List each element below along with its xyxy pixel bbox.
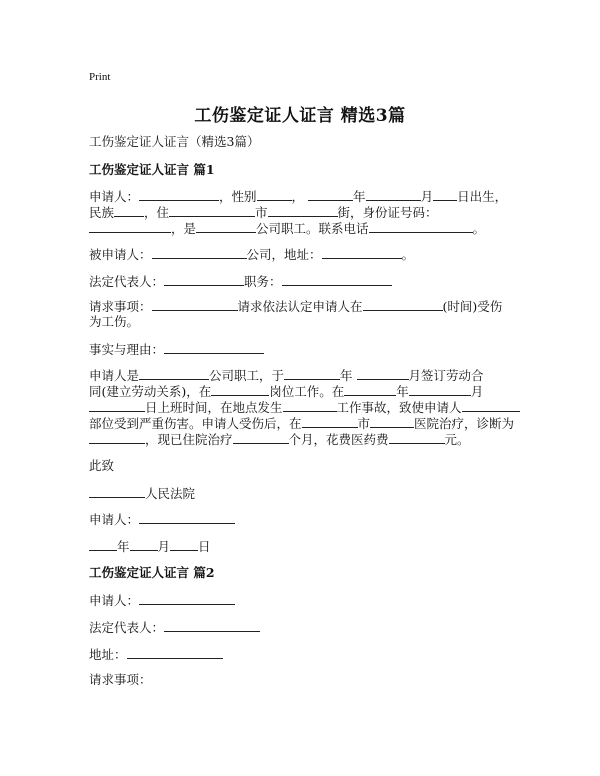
label: (时间)受伤 — [442, 299, 503, 314]
label: 日 — [198, 539, 211, 554]
blank — [357, 367, 409, 380]
label: 请求事项： — [89, 299, 152, 314]
label: 同(建立劳动关系)，在 — [89, 384, 212, 399]
label: 年 — [396, 384, 409, 399]
label: 。 — [401, 247, 415, 262]
blank — [284, 367, 340, 380]
blank — [130, 538, 158, 551]
section2-address-line — [89, 646, 223, 663]
blank — [433, 188, 457, 201]
section2-applicant-line — [89, 592, 235, 609]
blank — [89, 538, 117, 551]
label: 职务： — [244, 274, 282, 289]
facts-paragraph-3 — [89, 399, 520, 416]
blank — [89, 485, 145, 498]
blank — [152, 298, 238, 311]
blank — [164, 273, 244, 286]
applicant-line-2 — [89, 204, 438, 221]
label: 街，身份证号码： — [337, 205, 438, 220]
label: 岗位工作。在 — [269, 384, 345, 399]
blank — [363, 298, 443, 311]
blank — [89, 399, 145, 412]
facts-paragraph-2 — [89, 383, 483, 400]
salutation: 此致 — [89, 458, 115, 473]
label: 年 — [340, 368, 353, 383]
blank — [233, 431, 289, 444]
print-label: Print — [89, 71, 111, 83]
label: 元。 — [444, 432, 470, 447]
label: 日出生， — [457, 189, 508, 204]
blank — [211, 383, 269, 396]
facts-line — [89, 341, 264, 358]
blank — [169, 204, 255, 217]
blank — [139, 188, 219, 201]
label: 医院治疗，诊断为 — [414, 416, 515, 431]
label: 地址： — [89, 647, 127, 662]
label: 法定代表人： — [89, 274, 165, 289]
label: 请求依法认定申请人在 — [237, 299, 363, 314]
label: 。 — [472, 221, 486, 236]
blank — [389, 431, 445, 444]
blank — [164, 341, 264, 354]
label: 人民法院 — [145, 486, 196, 501]
label: 工作事故，致使申请人 — [336, 400, 462, 415]
blank — [283, 399, 337, 412]
document-subtitle: 工伤鉴定证人证言（精选3篇） — [89, 134, 260, 149]
label: 年 — [117, 539, 130, 554]
blank — [152, 246, 247, 259]
facts-paragraph-4 — [89, 415, 514, 432]
label: 月签订劳动合 — [408, 368, 484, 383]
blank — [89, 220, 171, 233]
request-line-2: 为工伤。 — [89, 314, 140, 329]
blank — [308, 188, 353, 201]
label: 市 — [357, 416, 371, 431]
blank — [369, 220, 473, 233]
label: 年 — [353, 189, 366, 204]
blank — [409, 383, 471, 396]
blank — [139, 592, 235, 605]
label: ，住 — [144, 205, 170, 220]
blank — [139, 511, 235, 524]
label: 月 — [157, 539, 171, 554]
label: 民族 — [89, 205, 115, 220]
label: 公司职工。联系电话 — [256, 221, 369, 236]
label: 申请人： — [89, 512, 140, 527]
blank — [344, 383, 396, 396]
section2-request-line: 请求事项： — [89, 672, 152, 687]
label: 公司职工，于 — [209, 368, 285, 383]
facts-paragraph-1 — [89, 367, 484, 384]
blank — [322, 246, 402, 259]
label: 被申请人： — [89, 247, 152, 262]
label: 公司，地址： — [246, 247, 322, 262]
blank — [268, 204, 338, 217]
label: 事实与理由： — [89, 342, 165, 357]
label: 申请人是 — [89, 368, 140, 383]
blank — [170, 538, 198, 551]
blank — [196, 220, 256, 233]
label: 部位受到严重伤害。申请人受伤后，在 — [89, 416, 302, 431]
applicant-line-1 — [89, 188, 507, 205]
label: 申请人： — [89, 189, 140, 204]
section2-legal-rep-line — [89, 619, 260, 636]
label: 日上班时间，在地点发生 — [145, 400, 283, 415]
request-line-1 — [89, 298, 502, 315]
blank — [462, 399, 520, 412]
blank — [366, 188, 421, 201]
legal-rep-line — [89, 273, 392, 290]
blank — [302, 415, 358, 428]
label: 月 — [420, 189, 434, 204]
label: ，性别 — [219, 189, 257, 204]
label: ，是 — [171, 221, 197, 236]
blank — [127, 646, 223, 659]
section2-heading: 工伤鉴定证人证言 篇2 — [89, 565, 215, 580]
label: ，现已住院治疗 — [145, 432, 233, 447]
applicant-line-3 — [89, 220, 485, 237]
date-line — [89, 538, 211, 555]
label: 申请人： — [89, 593, 140, 608]
blank — [257, 188, 292, 201]
blank — [89, 431, 145, 444]
label: 个月，花费医药费 — [288, 432, 389, 447]
document-title: 工伤鉴定证人证言 精选3篇 — [194, 106, 406, 126]
label: 市 — [255, 205, 268, 220]
blank — [370, 415, 414, 428]
blank — [282, 273, 392, 286]
blank — [139, 367, 209, 380]
section1-heading: 工伤鉴定证人证言 篇1 — [89, 162, 215, 177]
facts-paragraph-5 — [89, 431, 470, 448]
respondent-line — [89, 246, 414, 263]
court-line — [89, 485, 195, 502]
signature-line — [89, 511, 235, 528]
label: 法定代表人： — [89, 620, 165, 635]
label: 月 — [470, 384, 484, 399]
blank — [164, 619, 260, 632]
blank — [114, 204, 144, 217]
label: ， — [291, 189, 305, 204]
